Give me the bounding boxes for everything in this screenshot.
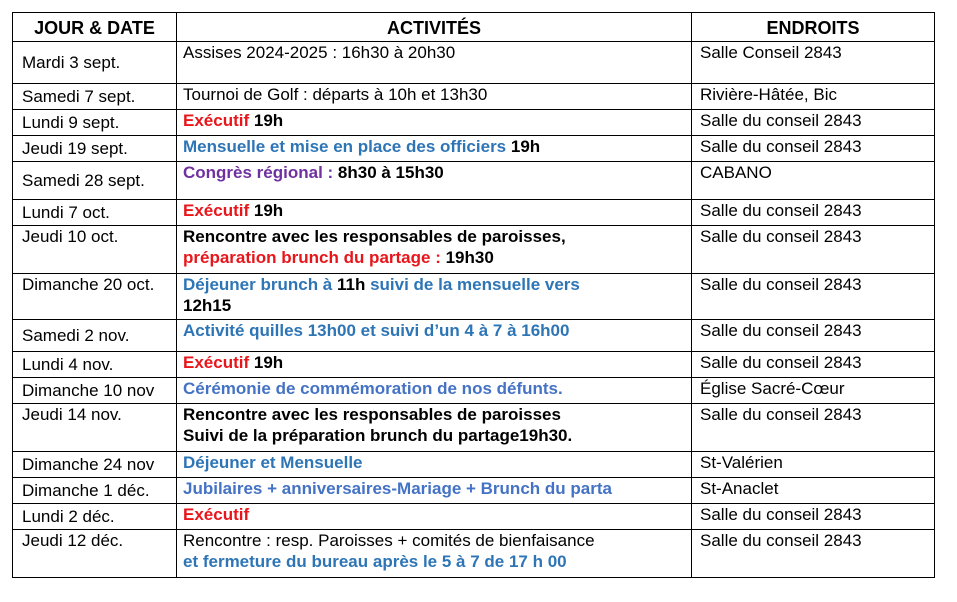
activity-line <box>183 162 691 183</box>
activity-cell <box>177 110 692 136</box>
place-cell: Salle du conseil 2843 <box>692 352 935 378</box>
activity-line <box>183 530 691 551</box>
date-cell: Lundi 2 déc. <box>13 504 177 530</box>
activity-line <box>183 226 691 247</box>
activity-line <box>183 352 691 373</box>
place-cell: Salle Conseil 2843 <box>692 42 935 84</box>
table-row <box>13 530 935 578</box>
table-row <box>13 84 935 110</box>
activity-text: et fermeture du bureau après le 5 à 7 de 17 h 00 <box>183 552 567 571</box>
date-cell: Jeudi 12 déc. <box>13 530 177 578</box>
activity-line <box>183 478 691 499</box>
date-cell: Samedi 7 sept. <box>13 84 177 110</box>
place-cell: Salle du conseil 2843 <box>692 226 935 274</box>
activity-text: Activité quilles 13h00 et suivi d’un 4 à 7 à 16h00 <box>183 321 570 340</box>
table-row <box>13 200 935 226</box>
place-cell: Salle du conseil 2843 <box>692 530 935 578</box>
date-cell: Jeudi 19 sept. <box>13 136 177 162</box>
activity-cell <box>177 352 692 378</box>
activity-text: 19h <box>249 111 284 130</box>
place-cell: Salle du conseil 2843 <box>692 320 935 352</box>
activity-text: Déjeuner et Mensuelle <box>183 453 363 472</box>
activity-line <box>183 110 691 131</box>
table-row <box>13 378 935 404</box>
date-cell: Mardi 3 sept. <box>13 42 177 84</box>
activity-text: Congrès régional : <box>183 163 334 182</box>
place-cell: Église Sacré-Cœur <box>692 378 935 404</box>
activity-line <box>183 274 691 295</box>
activity-text: Rencontre : resp. Paroisses + comités de bienfaisance <box>183 531 595 550</box>
activity-line <box>183 200 691 221</box>
table-row <box>13 42 935 84</box>
activity-cell <box>177 42 692 84</box>
activity-cell <box>177 136 692 162</box>
activity-line <box>183 320 691 341</box>
activity-text: 12h15 <box>183 296 232 315</box>
activity-text: Exécutif <box>183 111 250 130</box>
table-row <box>13 226 935 274</box>
table-row <box>13 404 935 452</box>
place-cell: Salle du conseil 2843 <box>692 110 935 136</box>
activity-cell <box>177 162 692 200</box>
activity-text: Mensuelle et mise en place des officiers <box>183 137 507 156</box>
activity-line <box>183 551 691 572</box>
activity-line <box>183 247 691 268</box>
table-row <box>13 136 935 162</box>
activity-cell <box>177 452 692 478</box>
date-cell: Jeudi 14 nov. <box>13 404 177 452</box>
date-cell: Samedi 2 nov. <box>13 320 177 352</box>
header-activity: ACTIVITÉS <box>177 13 692 42</box>
date-cell: Lundi 7 oct. <box>13 200 177 226</box>
activity-text: Exécutif <box>183 201 250 220</box>
activity-cell <box>177 274 692 320</box>
date-cell: Dimanche 24 nov <box>13 452 177 478</box>
activity-line <box>183 84 691 105</box>
activity-line <box>183 452 691 473</box>
date-cell: Lundi 9 sept. <box>13 110 177 136</box>
activity-cell <box>177 320 692 352</box>
activity-text: Assises 2024-2025 : 16h30 à 20h30 <box>183 43 456 62</box>
table-row <box>13 452 935 478</box>
date-cell: Lundi 4 nov. <box>13 352 177 378</box>
table-row <box>13 352 935 378</box>
activity-text: 19h30 <box>440 248 494 267</box>
date-cell: Dimanche 1 déc. <box>13 478 177 504</box>
activity-line <box>183 42 691 63</box>
activity-cell <box>177 478 692 504</box>
table-row <box>13 162 935 200</box>
date-cell: Jeudi 10 oct. <box>13 226 177 274</box>
header-row <box>13 13 935 42</box>
place-cell: CABANO <box>692 162 935 200</box>
activity-cell <box>177 504 692 530</box>
activity-text: Tournoi de Golf : départs à 10h et 13h30 <box>183 85 488 104</box>
activity-line <box>183 404 691 425</box>
activity-cell <box>177 530 692 578</box>
place-cell: St-Valérien <box>692 452 935 478</box>
activity-cell <box>177 404 692 452</box>
activity-text: 19h <box>506 137 541 156</box>
activity-text: Déjeuner brunch à <box>183 275 333 294</box>
table-row <box>13 274 935 320</box>
activity-line <box>183 425 691 446</box>
activity-cell <box>177 84 692 110</box>
activity-cell <box>177 200 692 226</box>
activity-text: Cérémonie de commémoration de nos défunts. <box>183 379 563 398</box>
activity-text: 8h30 à 15h30 <box>333 163 444 182</box>
header-place: ENDROITS <box>692 13 935 42</box>
activity-text: Rencontre avec les responsables de paroisses <box>183 405 561 424</box>
place-cell: St-Anaclet <box>692 478 935 504</box>
activity-text: Rencontre avec les responsables de paroisses, <box>183 227 566 246</box>
activity-line <box>183 378 691 399</box>
place-cell: Salle du conseil 2843 <box>692 504 935 530</box>
place-cell: Rivière-Hâtée, Bic <box>692 84 935 110</box>
schedule-table <box>12 12 935 578</box>
date-cell: Dimanche 10 nov <box>13 378 177 404</box>
activity-line <box>183 504 691 525</box>
activity-text: préparation brunch du partage : <box>183 248 441 267</box>
table-row <box>13 320 935 352</box>
activity-text: 19h <box>249 353 284 372</box>
header-date: JOUR & DATE <box>13 13 177 42</box>
place-cell: Salle du conseil 2843 <box>692 274 935 320</box>
activity-text: 19h <box>249 201 284 220</box>
place-cell: Salle du conseil 2843 <box>692 404 935 452</box>
table-row <box>13 110 935 136</box>
activity-text: 11h <box>332 275 366 294</box>
activity-text: suivi de la mensuelle vers <box>365 275 580 294</box>
activity-cell <box>177 226 692 274</box>
date-cell: Dimanche 20 oct. <box>13 274 177 320</box>
activity-line <box>183 295 691 316</box>
activity-cell <box>177 378 692 404</box>
activity-text: Exécutif <box>183 353 250 372</box>
activity-text: Jubilaires + anniversaires-Mariage + Brunch du parta <box>183 479 612 498</box>
activity-line <box>183 136 691 157</box>
place-cell: Salle du conseil 2843 <box>692 200 935 226</box>
table-row <box>13 478 935 504</box>
date-cell: Samedi 28 sept. <box>13 162 177 200</box>
place-cell: Salle du conseil 2843 <box>692 136 935 162</box>
activity-text: Suivi de la préparation brunch du partage19h30. <box>183 426 573 445</box>
activity-text: Exécutif <box>183 505 250 524</box>
table-row <box>13 504 935 530</box>
